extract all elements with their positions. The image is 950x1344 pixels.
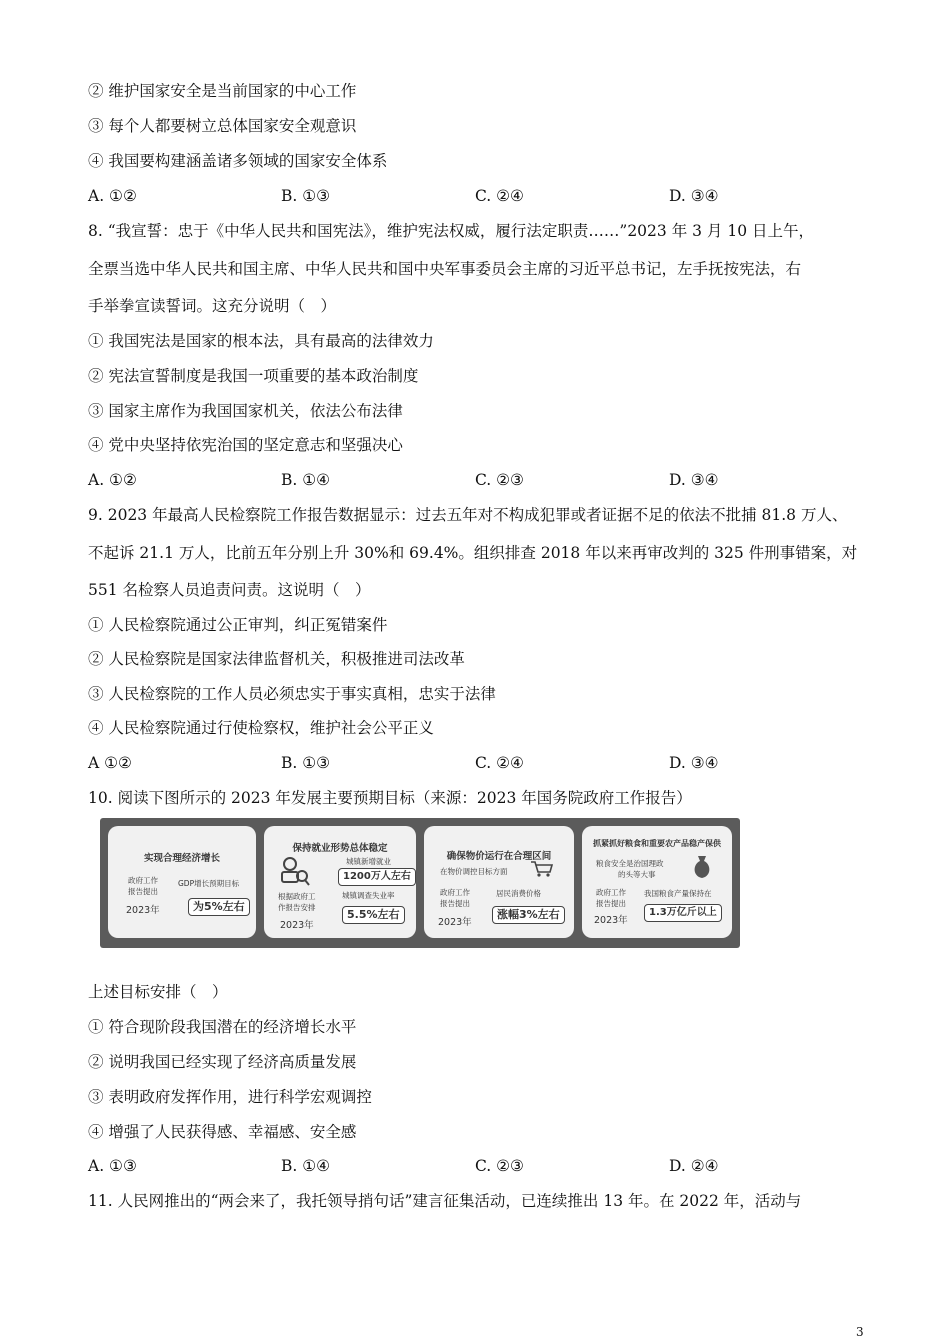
- q10-option-a[interactable]: A. ①③: [88, 1157, 137, 1175]
- q9-stem-line-3: 551 名检察人员追责问责。这说明（ ）: [88, 581, 371, 599]
- card-value: 涨幅3%左右: [492, 906, 565, 924]
- q8-item-4: ④ 党中央坚持依宪治国的坚定意志和坚强决心: [88, 436, 403, 454]
- grain-sack-icon: [690, 854, 714, 880]
- target-card-growth: [108, 826, 256, 938]
- q8-option-a[interactable]: A. ①②: [88, 471, 137, 489]
- q9-option-b[interactable]: B. ①③: [281, 754, 331, 772]
- page-number: 3: [856, 1325, 864, 1339]
- q8-option-c[interactable]: C. ②③: [475, 471, 524, 489]
- card-subtitle: 的头等大事: [618, 870, 656, 879]
- card-label: 作报告安排: [278, 903, 316, 912]
- q10-item-3: ③ 表明政府发挥作用，进行科学宏观调控: [88, 1088, 372, 1106]
- card-year: 2023年: [280, 920, 314, 931]
- q9-item-1: ① 人民检察院通过公正审判，纠正冤错案件: [88, 616, 388, 634]
- card-note: 城镇调查失业率: [342, 891, 395, 900]
- q7-option-c[interactable]: C. ②④: [475, 187, 524, 205]
- card-label: 政府工作: [440, 888, 470, 897]
- card-value: 1200万人左右: [338, 868, 416, 886]
- q8-option-d[interactable]: D. ③④: [669, 471, 719, 489]
- job-search-icon: [278, 854, 310, 886]
- target-card-prices: [424, 826, 574, 938]
- card-title: 实现合理经济增长: [143, 853, 220, 864]
- q9-item-3: ③ 人民检察院的工作人员必须忠实于事实真相，忠实于法律: [88, 685, 496, 703]
- card-title: 保持就业形势总体稳定: [292, 843, 388, 854]
- q10-question: 上述目标安排（ ）: [88, 983, 228, 1001]
- card-label: 报告提出: [128, 887, 158, 896]
- card-note: 居民消费价格: [496, 889, 541, 898]
- target-card-grain: [582, 826, 732, 938]
- q9-stem-line-1: 9. 2023 年最高人民检察院工作报告数据显示：过去五年对不构成犯罪或者证据不足的依法不批捕 81.8 万人、: [88, 506, 848, 524]
- card-note: 城镇新增就业: [346, 857, 391, 866]
- q7-item-2: ② 维护国家安全是当前国家的中心工作: [88, 82, 357, 100]
- q9-option-a[interactable]: A ①②: [88, 754, 132, 772]
- q8-stem-line-1: 8. “我宣誓：忠于《中华人民共和国宪法》，维护宪法权威，履行法定职责……”2023 年 3 月 10 日上午，: [88, 222, 814, 240]
- card-label: 政府工作: [128, 876, 158, 885]
- q7-item-4: ④ 我国要构建涵盖诸多领域的国家安全体系: [88, 152, 388, 170]
- q8-item-1: ① 我国宪法是国家的根本法，具有最高的法律效力: [88, 332, 434, 350]
- q10-option-d[interactable]: D. ②④: [669, 1157, 719, 1175]
- card-title: 抓紧抓好粮食和重要农产品稳产保供: [593, 839, 721, 848]
- q9-option-d[interactable]: D. ③④: [669, 754, 719, 772]
- q9-item-4: ④ 人民检察院通过行使检察权，维护社会公平正义: [88, 719, 434, 737]
- card-label: 根据政府工: [278, 892, 316, 901]
- card-subtitle: 在物价调控目标方面: [440, 867, 508, 876]
- q8-item-2: ② 宪法宣誓制度是我国一项重要的基本政治制度: [88, 367, 419, 385]
- q10-targets-figure: [100, 818, 740, 948]
- q10-option-c[interactable]: C. ②③: [475, 1157, 524, 1175]
- q10-item-1: ① 符合现阶段我国潜在的经济增长水平: [88, 1018, 357, 1036]
- card-note: GDP增长预期目标: [178, 879, 240, 888]
- card-label: 政府工作: [596, 888, 626, 897]
- card-year: 2023年: [438, 917, 472, 928]
- card-subtitle: 粮食安全是治国理政: [596, 859, 664, 868]
- q7-option-b[interactable]: B. ①③: [281, 187, 331, 205]
- q10-item-4: ④ 增强了人民获得感、幸福感、安全感: [88, 1123, 357, 1141]
- card-year: 2023年: [126, 905, 160, 916]
- q8-stem-line-2: 全票当选中华人民共和国主席、中华人民共和国中央军事委员会主席的习近平总书记，左手抚按宪法，右: [88, 260, 802, 278]
- q10-option-b[interactable]: B. ①④: [281, 1157, 331, 1175]
- q8-stem-line-3: 手举拳宣读誓词。这充分说明（ ）: [88, 297, 337, 315]
- shopping-cart-icon: [530, 860, 554, 878]
- q7-item-3: ③ 每个人都要树立总体国家安全观意识: [88, 117, 357, 135]
- q9-stem-line-2: 不起诉 21.1 万人，比前五年分别上升 30%和 69.4%。组织排查 2018 年以来再审改判的 325 件刑事错案，对: [88, 544, 858, 562]
- card-value: 5.5%左右: [342, 906, 405, 924]
- q9-option-c[interactable]: C. ②④: [475, 754, 524, 772]
- q7-option-d[interactable]: D. ③④: [669, 187, 719, 205]
- card-year: 2023年: [594, 915, 628, 926]
- card-title: 确保物价运行在合理区间: [446, 851, 552, 862]
- target-card-employment: [264, 826, 416, 938]
- q9-item-2: ② 人民检察院是国家法律监督机关，积极推进司法改革: [88, 650, 465, 668]
- card-value: 1.3万亿斤以上: [644, 904, 722, 922]
- card-label: 报告提出: [596, 899, 626, 908]
- q11-stem-line-1: 11. 人民网推出的“两会来了，我托领导捎句话”建言征集活动，已连续推出 13 年。在 2022 年，活动与: [88, 1192, 802, 1210]
- card-note: 我国粮食产量保持在: [644, 889, 712, 898]
- card-label: 报告提出: [440, 899, 470, 908]
- q7-option-a[interactable]: A. ①②: [88, 187, 137, 205]
- q10-item-2: ② 说明我国已经实现了经济高质量发展: [88, 1053, 357, 1071]
- q8-item-3: ③ 国家主席作为我国国家机关，依法公布法律: [88, 402, 403, 420]
- q8-option-b[interactable]: B. ①④: [281, 471, 331, 489]
- card-value: 为5%左右: [188, 898, 250, 916]
- q10-stem: 10. 阅读下图所示的 2023 年发展主要预期目标（来源：2023 年国务院政府工作报告）: [88, 789, 692, 807]
